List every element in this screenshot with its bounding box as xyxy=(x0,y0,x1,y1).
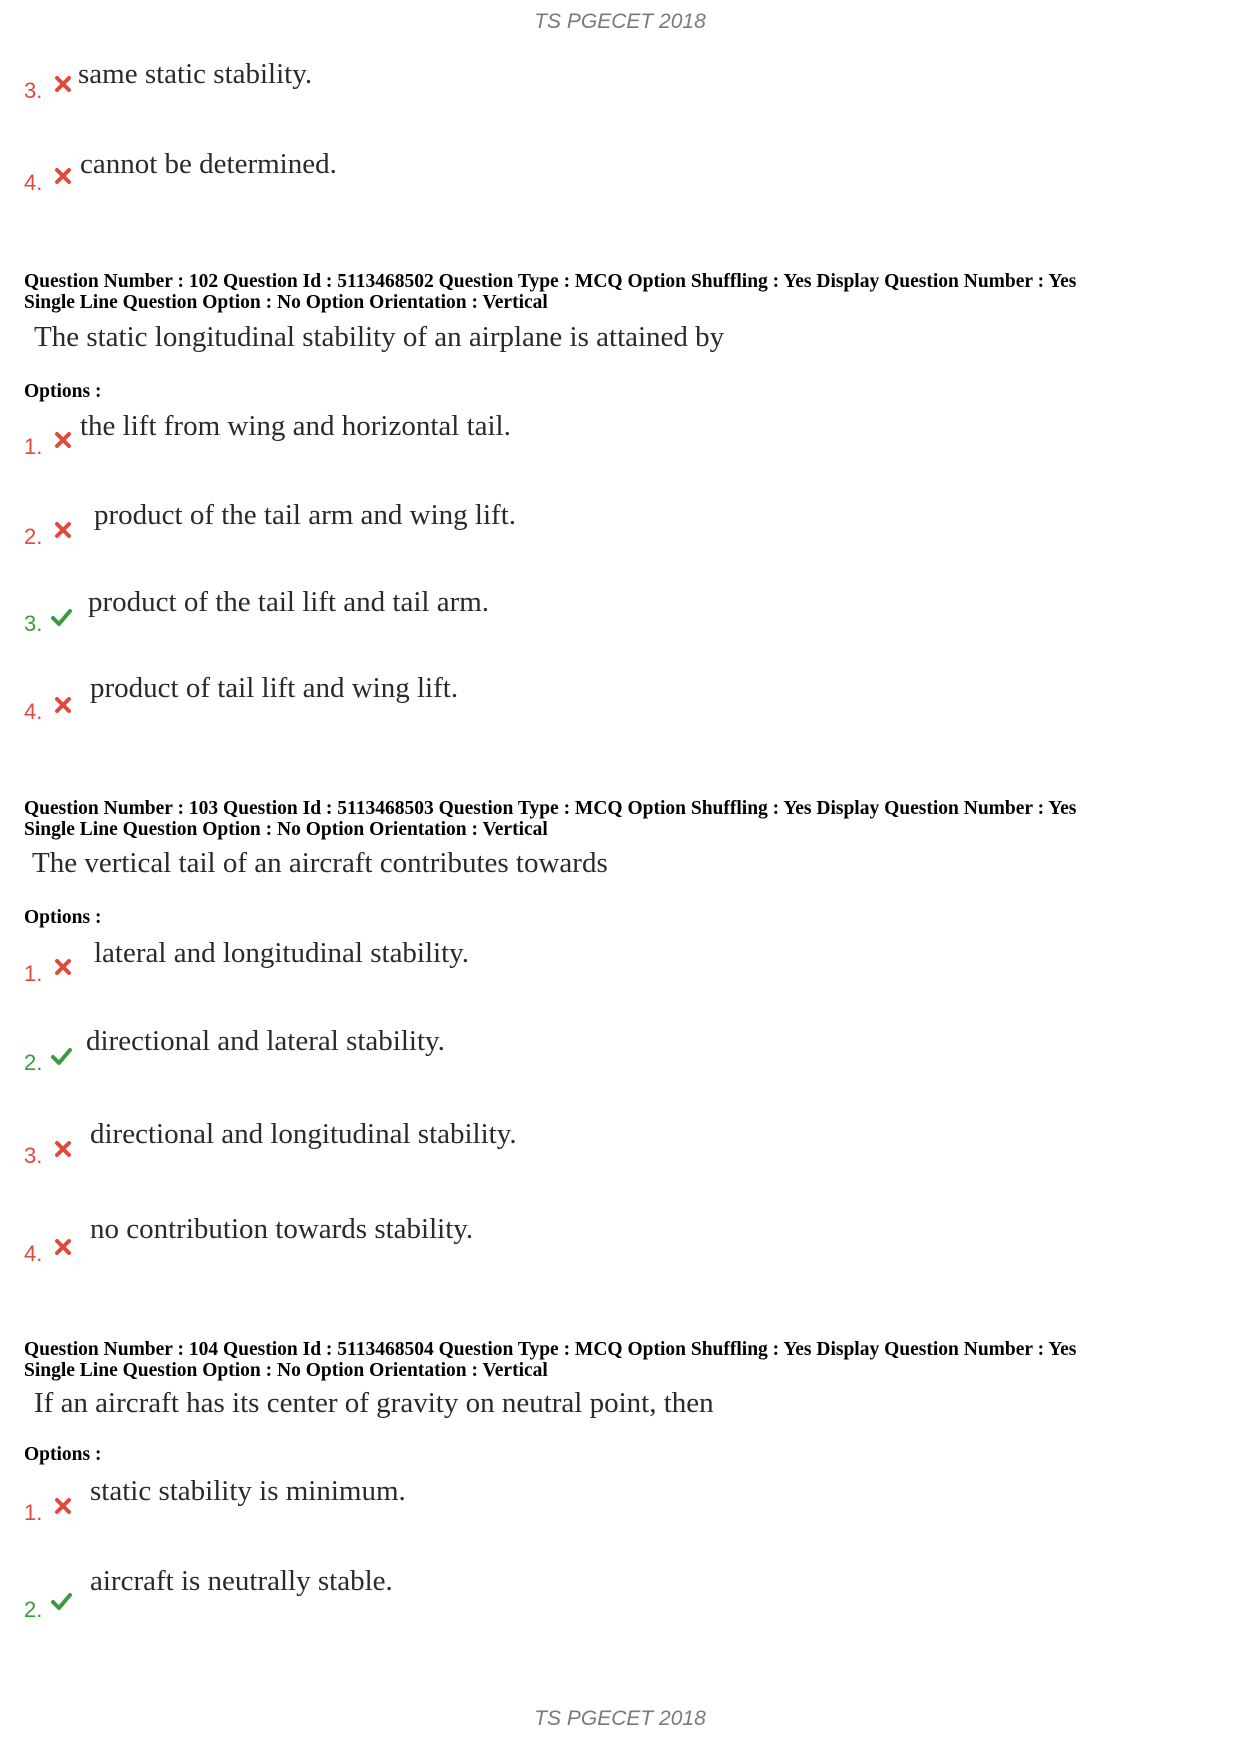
option-row xyxy=(24,148,1204,195)
question-meta-line1: Question Number : 102 Question Id : 5113468502 Question Type : MCQ Option Shuffling : Yes Display Question Number : Yes xyxy=(24,271,1077,292)
option-text: product of the tail arm and wing lift. xyxy=(94,499,517,531)
question-meta-line2: Single Line Question Option : No Option Orientation : Vertical xyxy=(24,292,548,313)
option-text: the lift from wing and horizontal tail. xyxy=(80,410,511,442)
option-text: no contribution towards stability. xyxy=(90,1213,474,1245)
option-text: cannot be determined. xyxy=(80,148,337,180)
question-meta-line1: Question Number : 104 Question Id : 5113468504 Question Type : MCQ Option Shuffling : Yes Display Question Number : Yes xyxy=(24,1339,1077,1360)
question-meta xyxy=(24,271,1224,313)
option-text: aircraft is neutrally stable. xyxy=(90,1565,393,1597)
option-number: 2. xyxy=(24,1597,43,1622)
option-number: 3. xyxy=(24,78,43,103)
question-meta-line1: Question Number : 103 Question Id : 5113468503 Question Type : MCQ Option Shuffling : Yes Display Question Number : Yes xyxy=(24,798,1077,819)
question-text: The vertical tail of an aircraft contributes towards xyxy=(32,847,608,879)
cross-icon xyxy=(52,956,74,978)
option-row xyxy=(24,1565,1204,1622)
option-row xyxy=(24,1213,1204,1266)
option-number: 4. xyxy=(24,170,43,195)
option-number: 2. xyxy=(24,1050,43,1075)
option-text: lateral and longitudinal stability. xyxy=(94,937,470,969)
option-text: static stability is minimum. xyxy=(90,1475,406,1507)
option-number: 3. xyxy=(24,1143,43,1168)
option-number: 4. xyxy=(24,699,43,724)
option-row xyxy=(24,937,1204,986)
page-footer: TS PGECET 2018 xyxy=(534,1707,706,1730)
cross-icon xyxy=(52,1138,74,1160)
question-meta xyxy=(24,798,1224,840)
option-row xyxy=(24,586,1204,636)
option-row xyxy=(24,1118,1204,1168)
option-number: 1. xyxy=(24,434,43,459)
option-row xyxy=(24,672,1204,724)
option-number: 4. xyxy=(24,1241,43,1266)
option-number: 1. xyxy=(24,1500,43,1525)
cross-icon xyxy=(52,1495,74,1517)
options-label: Options : xyxy=(24,907,102,928)
option-row xyxy=(24,58,1204,102)
option-text: same static stability. xyxy=(78,58,313,90)
option-number: 1. xyxy=(24,961,43,986)
check-icon xyxy=(50,1045,72,1067)
option-text: product of tail lift and wing lift. xyxy=(90,672,459,704)
cross-icon xyxy=(52,429,74,451)
options-label: Options : xyxy=(24,381,102,402)
question-meta-line2: Single Line Question Option : No Option Orientation : Vertical xyxy=(24,1360,548,1381)
question-text: The static longitudinal stability of an airplane is attained by xyxy=(34,321,725,353)
check-icon xyxy=(50,1590,72,1612)
options-label: Options : xyxy=(24,1444,102,1465)
option-number: 3. xyxy=(24,611,43,636)
question-text: If an aircraft has its center of gravity on neutral point, then xyxy=(34,1387,714,1419)
cross-icon xyxy=(52,1236,74,1258)
check-icon xyxy=(50,606,72,628)
option-row xyxy=(24,1475,1204,1525)
option-number: 2. xyxy=(24,524,43,549)
option-row xyxy=(24,499,1204,549)
cross-icon xyxy=(52,165,74,187)
cross-icon xyxy=(52,694,74,716)
option-row xyxy=(24,410,1204,459)
option-text: directional and longitudinal stability. xyxy=(90,1118,517,1150)
question-meta-line2: Single Line Question Option : No Option Orientation : Vertical xyxy=(24,819,548,840)
question-meta xyxy=(24,1339,1224,1381)
cross-icon xyxy=(52,519,74,541)
option-text: directional and lateral stability. xyxy=(86,1025,445,1057)
cross-icon xyxy=(52,73,74,95)
page-header: TS PGECET 2018 xyxy=(534,10,706,33)
option-row xyxy=(24,1025,1204,1075)
option-text: product of the tail lift and tail arm. xyxy=(88,586,490,618)
